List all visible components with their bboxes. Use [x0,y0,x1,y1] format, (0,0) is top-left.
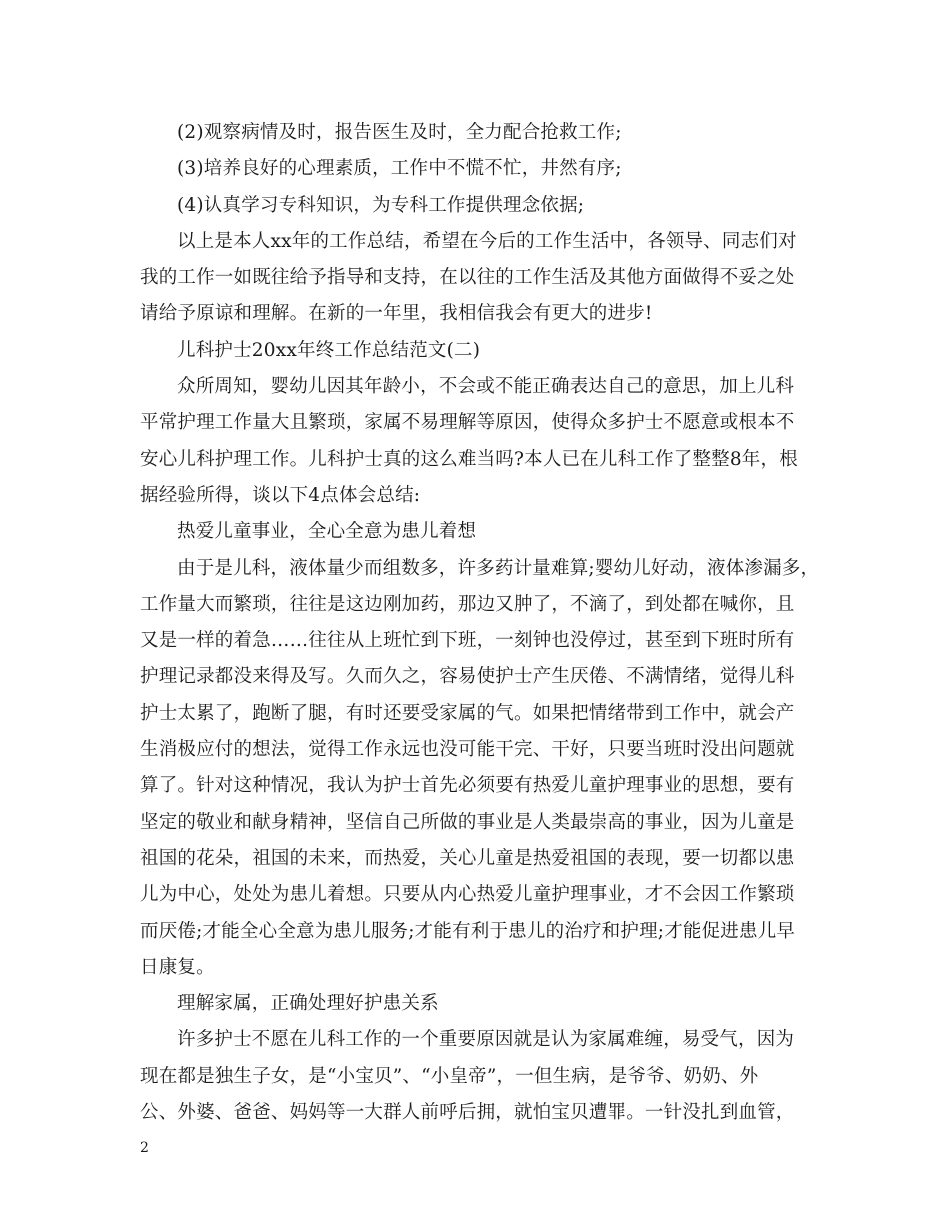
document-body [140,115,820,1131]
text-line: (4)认真学习专科知识，为专科工作提供理念依据; [177,194,585,216]
text-line: 平常护理工作量大且繁琐，家属不易理解等原因，使得众多护士不愿意或根本不 [140,412,795,434]
text-line: 众所周知，婴幼儿因其年龄小，不会或不能正确表达自己的意思，加上儿科 [177,376,795,398]
text-line: 祖国的花朵，祖国的未来，而热爱，关心儿童是热爱祖国的表现，要一切都以患 [140,847,795,869]
text-line: 公、外婆、爸爸、妈妈等一大群人前呼后拥，就怕宝贝遭罪。一针没扎到血管， [140,1102,795,1124]
text-line: 儿科护士20xx年终工作总结范文(二) [177,339,481,361]
text-line: 许多护士不愿在儿科工作的一个重要原因就是认为家属难缠，易受气，因为 [177,1029,795,1051]
text-line: 算了。针对这种情况，我认为护士首先必须要有热爱儿童护理事业的思想，要有 [140,775,795,797]
text-line: 请给予原谅和理解。在新的一年里，我相信我会有更大的进步! [140,303,653,325]
text-line: 热爱儿童事业，全心全意为患儿着想 [177,521,477,543]
text-line: 理解家属，正确处理好护患关系 [177,993,439,1015]
text-line: 现在都是独生子女，是“小宝贝”、“小皇帝”，一但生病，是爷爷、奶奶、外 [140,1065,759,1087]
text-line: 我的工作一如既往给予指导和支持，在以往的工作生活及其他方面做得不妥之处 [140,267,795,289]
text-line: 工作量大而繁琐，往往是这边刚加药，那边又肿了，不滴了，到处都在喊你，且 [140,593,795,615]
text-line: 以上是本人xx年的工作总结，希望在今后的工作生活中，各领导、同志们对 [177,230,797,252]
text-line: 安心儿科护理工作。儿科护士真的这么难当吗?本人已在儿科工作了整整8年，根 [140,448,798,470]
text-line: (3)培养良好的心理素质，工作中不慌不忙，井然有序; [177,158,622,180]
text-line: 儿为中心，处处为患儿着想。只要从内心热爱儿童护理事业，才不会因工作繁琐 [140,884,795,906]
text-line: 又是一样的着急……往往从上班忙到下班，一刻钟也没停过，甚至到下班时所有 [140,630,795,652]
text-line: (2)观察病情及时，报告医生及时，全力配合抢救工作; [177,122,622,143]
text-line: 据经验所得，谈以下4点体会总结: [140,484,421,506]
page-number: 2 [140,1140,149,1156]
text-line: 由于是儿科，液体量少而组数多，许多药计量难算;婴幼儿好动，液体渗漏多， [177,557,820,579]
text-line: 生消极应付的想法，觉得工作永远也没可能干完、干好，只要当班时没出问题就 [140,739,795,761]
text-line: 护士太累了，跑断了腿，有时还要受家属的气。如果把情绪带到工作中，就会产 [140,702,795,724]
text-line: 坚定的敬业和献身精神，坚信自己所做的事业是人类最崇高的事业，因为儿童是 [140,811,795,833]
text-line: 而厌倦;才能全心全意为患儿服务;才能有利于患儿的治疗和护理;才能促进患儿早 [140,920,796,942]
text-line: 护理记录都没来得及写。久而久之，容易使护士产生厌倦、不满情绪，觉得儿科 [140,666,795,688]
text-line: 日康复。 [140,956,215,978]
